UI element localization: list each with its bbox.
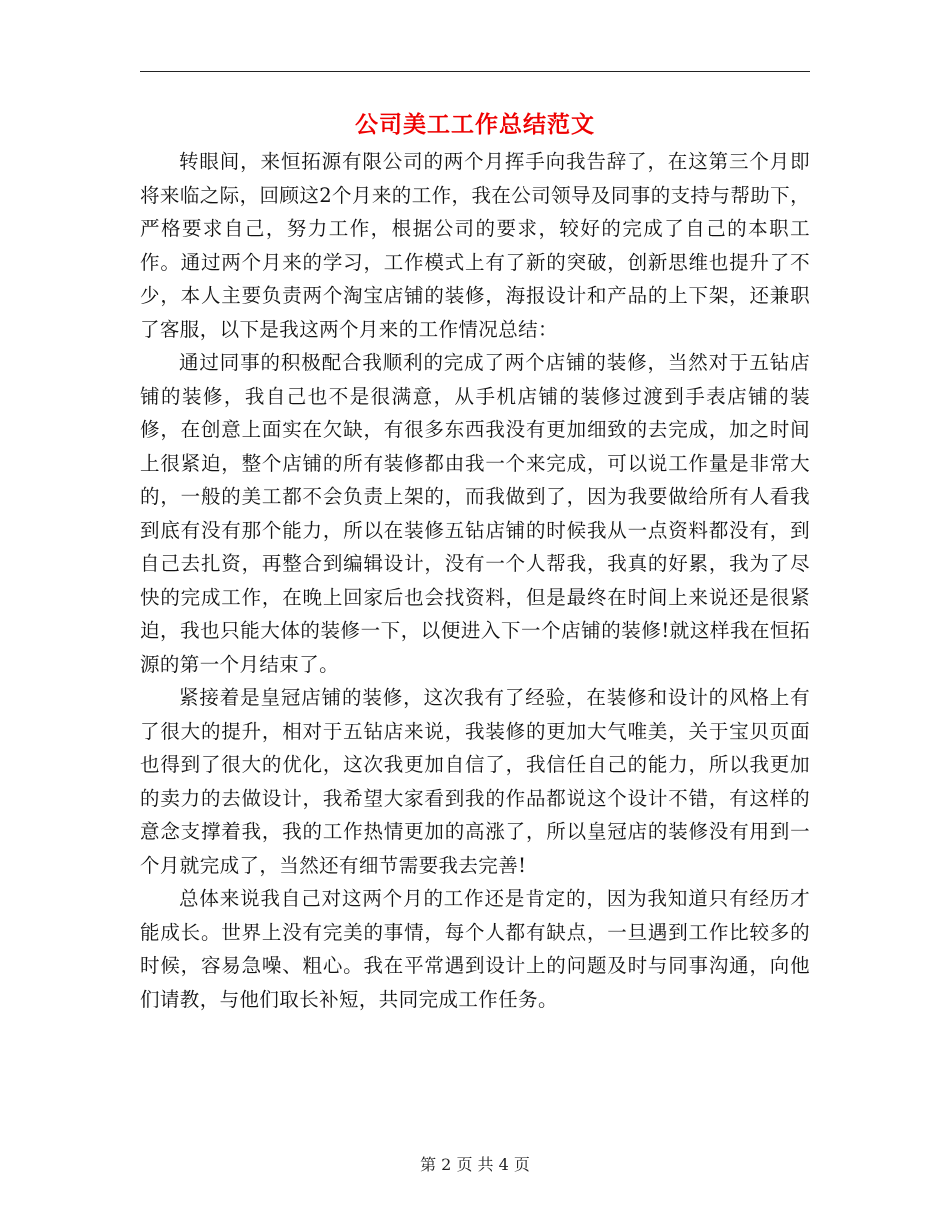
paragraph-1: 转眼间，来恒拓源有限公司的两个月挥手向我告辞了，在这第三个月即将来临之际，回顾这2个月来的工作，我在公司领导及同事的支持与帮助下，严格要求自己，努力工作，根据公司的要求，较好的完成了自己的本职工作。通过两个月来的学习，工作模式上有了新的突破，创新思维也提升了不少，本人主要负责两个淘宝店铺的装修，海报设计和产品的上下架，还兼职了客服，以下是我这两个月来的工作情况总结：: [140, 150, 810, 341]
paragraph-4: 总体来说我自己对这两个月的工作还是肯定的，因为我知道只有经历才能成长。世界上没有完美的事情，每个人都有缺点，一旦遇到工作比较多的时候，容易急噪、粗心。我在平常遇到设计上的问题及时与同事沟通，向他们请教，与他们取长补短，共同完成工作任务。: [140, 887, 810, 1011]
paragraph-3: 紧接着是皇冠店铺的装修，这次我有了经验，在装修和设计的风格上有了很大的提升，相对于五钻店来说，我装修的更加大气唯美，关于宝贝页面也得到了很大的优化，这次我更加自信了，我信任自己的能力，所以我更加的卖力的去做设计，我希望大家看到我的作品都说这个设计不错，有这样的意念支撑着我，我的工作热情更加的高涨了，所以皇冠店的装修没有用到一个月就完成了，当然还有细节需要我去完善!: [140, 686, 810, 877]
page-number-footer: 第 2 页 共 4 页: [420, 1155, 530, 1174]
document-title: 公司美工工作总结范文: [355, 111, 595, 138]
header-rule: [140, 71, 810, 72]
paragraph-2: 通过同事的积极配合我顺利的完成了两个店铺的装修，当然对于五钻店铺的装修，我自己也不是很满意，从手机店铺的装修过渡到手表店铺的装修，在创意上面实在欠缺，有很多东西我没有更加细致的去完成，加之时间上很紧迫，整个店铺的所有装修都由我一个来完成，可以说工作量是非常大的，一般的美工都不会负责上架的，而我做到了，因为我要做给所有人看我到底有没有那个能力，所以在装修五钻店铺的时候我从一点资料都没有，到自己去扎资，再整合到编辑设计，没有一个人帮我，我真的好累，我为了尽快的完成工作，在晚上回家后也会找资料，但是最终在时间上来说还是很紧迫，我也只能大体的装修一下，以便进入下一个店铺的装修!就这样我在恒拓源的第一个月结束了。: [140, 351, 810, 676]
document-body: [140, 145, 810, 1016]
